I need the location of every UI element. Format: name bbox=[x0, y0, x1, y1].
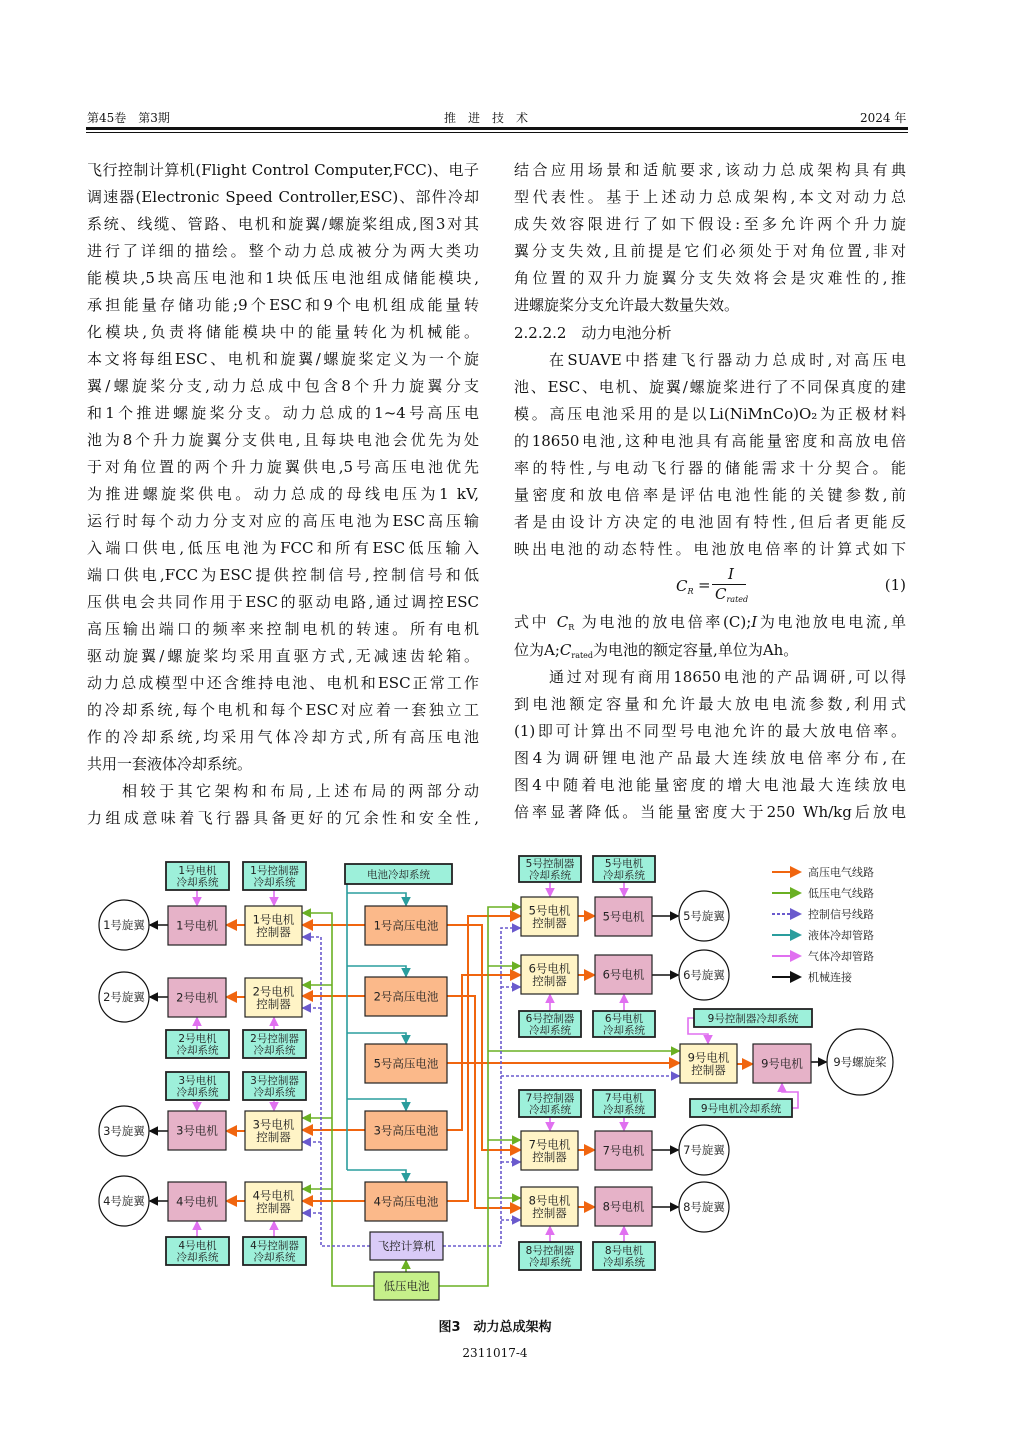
node-label: 1号电机 bbox=[252, 912, 295, 927]
node-label: 冷却系统 bbox=[176, 876, 219, 889]
node-label: 电池冷却系统 bbox=[367, 868, 430, 881]
hv-connection bbox=[447, 916, 520, 1201]
node-motor6 bbox=[595, 955, 652, 994]
node-rotor6 bbox=[679, 950, 729, 1000]
node-label: 控制器 bbox=[256, 1200, 291, 1215]
node-label: 4号电机 bbox=[176, 1194, 218, 1209]
node-label: 4号电机 bbox=[252, 1188, 295, 1203]
text-line: 倍率显著降低。当能量密度大于250 Wh/kg后放电 bbox=[514, 803, 906, 822]
right-column bbox=[514, 157, 906, 826]
text-line: 承担能量存储功能;9个ESC和9个电机组成能量转 bbox=[87, 296, 479, 314]
text-line: 量密度和放电倍率是评估电池性能的关键参数,前 bbox=[514, 486, 906, 505]
left-column bbox=[87, 157, 479, 832]
node-c6cool bbox=[519, 1011, 581, 1037]
text-line: 池、ESC、电机、旋翼/螺旋桨进行了不同保真度的建 bbox=[514, 377, 906, 396]
node-c8cool bbox=[519, 1242, 581, 1270]
legend-item-hv bbox=[772, 865, 874, 879]
node-label: 5号旋翼 bbox=[683, 909, 725, 924]
lv-connection bbox=[439, 907, 520, 1286]
header-volume-issue: 第45卷 第3期 bbox=[87, 111, 170, 125]
node-bat4 bbox=[365, 1182, 447, 1221]
text-line: 在SUAVE中搭建飞行器动力总成时,对高压电 bbox=[549, 350, 906, 369]
node-label: 9号电机 bbox=[761, 1056, 803, 1071]
eq-numerator: I bbox=[728, 565, 734, 584]
node-label: 冷却系统 bbox=[176, 1086, 219, 1099]
node-label: 冷却系统 bbox=[529, 1256, 571, 1269]
node-label: 冷却系统 bbox=[253, 1251, 296, 1264]
liq-connection bbox=[347, 1033, 406, 1043]
legend-item-sig bbox=[772, 907, 874, 921]
liq-connection bbox=[347, 893, 406, 905]
node-motor2 bbox=[168, 978, 226, 1017]
node-label: 8号电机 bbox=[528, 1193, 571, 1208]
node-ctrl5 bbox=[521, 897, 578, 936]
node-label: 5号电机 bbox=[604, 858, 644, 871]
section-heading: 2.2.2.2 动力电池分析 bbox=[514, 323, 672, 342]
node-label: 冷却系统 bbox=[603, 1104, 645, 1117]
node-motor9 bbox=[753, 1044, 811, 1083]
node-label: 1号电机 bbox=[176, 918, 218, 933]
node-label: 9号电机 bbox=[687, 1050, 730, 1065]
text-line: 和1个推进螺旋桨分支。动力总成的1~4号高压电 bbox=[87, 404, 479, 422]
node-m4cool bbox=[166, 1237, 229, 1265]
node-label: 低压电池 bbox=[383, 1279, 430, 1294]
figure-caption: 图3 动力总成架构 bbox=[438, 1320, 552, 1335]
node-label: 冷却系统 bbox=[529, 1024, 571, 1037]
legend-label: 气体冷却管路 bbox=[808, 950, 874, 963]
node-m6cool bbox=[593, 1011, 655, 1037]
node-rotor2 bbox=[99, 972, 149, 1022]
node-motor1 bbox=[168, 906, 226, 945]
node-label: 控制器 bbox=[532, 1149, 567, 1164]
node-label: 冷却系统 bbox=[176, 1044, 219, 1057]
header-rule-thick bbox=[86, 127, 908, 130]
equation-1 bbox=[514, 563, 906, 609]
node-rotor1 bbox=[99, 900, 149, 950]
text-line: 到电池额定容量和允许最大放电电流参数,利用式 bbox=[514, 694, 906, 713]
text-line: 运行时每个动力分支对应的高压电池为ESC高压输 bbox=[87, 512, 479, 530]
node-m9cool bbox=[690, 1099, 792, 1117]
node-label: 7号旋翼 bbox=[683, 1143, 725, 1158]
node-label: 冷却系统 bbox=[603, 1024, 645, 1037]
eq-number: (1) bbox=[884, 576, 906, 595]
node-label: 3号高压电池 bbox=[373, 1123, 439, 1138]
node-label: 4号高压电池 bbox=[373, 1194, 439, 1209]
text-line: (1)即可计算出不同型号电池允许的最大放电倍率。 bbox=[514, 721, 906, 740]
node-label: 4号控制器 bbox=[250, 1240, 299, 1253]
node-motor3 bbox=[168, 1111, 226, 1150]
eq-lhs: $C_R$ bbox=[676, 577, 694, 597]
powertrain-architecture-diagram bbox=[0, 845, 1020, 1315]
text-line: 化模块,负责将储能模块中的能量转化为机械能。 bbox=[87, 323, 479, 341]
node-label: 6号电机 bbox=[604, 1013, 644, 1026]
node-label: 2号电机 bbox=[178, 1033, 217, 1046]
node-label: 8号控制器 bbox=[525, 1245, 575, 1258]
header-rule-thin bbox=[86, 132, 908, 133]
text-line: 系统、线缆、管路、电机和旋翼/螺旋桨组成,图3对其 bbox=[87, 215, 479, 233]
text-line: 的18650电池,这种电池具有高能量密度和高放电倍 bbox=[514, 431, 906, 450]
node-label: 5号控制器 bbox=[525, 858, 575, 871]
node-label: 控制器 bbox=[532, 915, 567, 930]
text-line: 端口供电,FCC为ESC提供控制信号,控制信号和低 bbox=[87, 566, 479, 584]
node-label: 3号电机 bbox=[178, 1075, 217, 1088]
node-label: 9号控制器冷却系统 bbox=[707, 1012, 799, 1025]
text-line: 的冷却系统,每个电机和每个ESC对应着一套独立工 bbox=[87, 701, 479, 719]
text-line: 力组成意味着飞行器具备更好的冗余性和安全性, bbox=[87, 809, 479, 827]
node-bat3 bbox=[365, 1111, 447, 1150]
legend-label: 低压电气线路 bbox=[808, 887, 874, 900]
node-fcc bbox=[370, 1232, 443, 1260]
text-line: 角位置的双升力旋翼分支失效将会是灾难性的,推 bbox=[514, 269, 906, 288]
node-label: 6号电机 bbox=[528, 961, 571, 976]
text-line: 入端口供电,低压电池为FCC和所有ESC低压输入 bbox=[87, 539, 479, 557]
node-label: 1号高压电池 bbox=[373, 918, 439, 933]
node-c2cool bbox=[243, 1030, 306, 1058]
node-label: 2号控制器 bbox=[250, 1033, 299, 1046]
node-ctrl8 bbox=[521, 1187, 578, 1226]
node-ctrl9 bbox=[680, 1044, 737, 1083]
node-label: 8号电机 bbox=[602, 1199, 645, 1214]
text-line: 成失效容限进行了如下假设:至多允许两个升力旋 bbox=[514, 215, 906, 234]
node-label: 6号旋翼 bbox=[683, 968, 725, 983]
node-label: 4号旋翼 bbox=[103, 1194, 145, 1209]
node-ctrl2 bbox=[245, 978, 302, 1017]
node-label: 5号电机 bbox=[602, 909, 645, 924]
node-label: 控制器 bbox=[532, 1205, 567, 1220]
node-m5cool bbox=[593, 856, 655, 882]
node-label: 控制器 bbox=[256, 924, 291, 939]
text-line: 本文将每组ESC、电机和旋翼/螺旋桨定义为一个旋 bbox=[87, 350, 479, 368]
legend-label: 机械连接 bbox=[808, 971, 852, 984]
node-label: 8号电机 bbox=[604, 1245, 644, 1258]
node-label: 控制器 bbox=[256, 996, 291, 1011]
node-ctrl6 bbox=[521, 955, 578, 994]
text-line: 位为$A;C_{rated}$为电池的额定容量,单位为Ah。 bbox=[514, 640, 799, 660]
text-line: 式中 $C_R$ 为电池的放电倍率(C);I为电池放电电流,单 bbox=[514, 613, 906, 633]
text-line: 调速器(Electronic Speed Controller,ESC)、部件冷却 bbox=[87, 188, 479, 206]
page-number: 2311017-4 bbox=[462, 1346, 528, 1360]
text-line: 者是由设计方决定的电池固有特性,但后者更能反 bbox=[514, 513, 906, 532]
node-label: 2号电机 bbox=[252, 984, 295, 999]
node-label: 3号电机 bbox=[176, 1123, 218, 1138]
eq-denominator: $C_{rated}$ bbox=[715, 585, 749, 605]
liq-connection bbox=[347, 1170, 406, 1181]
node-bat2 bbox=[365, 977, 447, 1016]
text-line: 驱动旋翼/螺旋桨均采用直驱方式,无减速齿轮箱。 bbox=[87, 647, 479, 665]
node-bcool bbox=[345, 864, 452, 884]
legend-item-liq bbox=[772, 928, 874, 942]
node-m1cool bbox=[166, 862, 229, 890]
text-line: 飞行控制计算机(Flight Control Computer,FCC)、电子 bbox=[87, 161, 479, 179]
liq-connection bbox=[347, 966, 406, 976]
node-label: 控制器 bbox=[691, 1062, 726, 1077]
header-year: 2024 年 bbox=[860, 111, 907, 125]
node-label: 2号高压电池 bbox=[373, 989, 439, 1004]
node-label: 7号控制器 bbox=[525, 1092, 575, 1105]
text-line: 通过对现有商用18650电池的产品调研,可以得 bbox=[549, 667, 906, 686]
node-c4cool bbox=[243, 1237, 306, 1265]
node-label: 7号电机 bbox=[528, 1137, 571, 1152]
node-c3cool bbox=[243, 1072, 306, 1100]
text-line: 高压输出端口的频率来控制电机的转速。所有电机 bbox=[87, 620, 479, 638]
liq-connection bbox=[347, 1099, 406, 1110]
text-line: 作的冷却系统,均采用气体冷却方式,所有高压电池 bbox=[87, 728, 479, 746]
text-line: 相较于其它架构和布局,上述布局的两部分动 bbox=[122, 782, 479, 800]
header-journal: 推 进 技 术 bbox=[444, 111, 529, 125]
node-label: 控制器 bbox=[256, 1129, 291, 1144]
node-c9cool bbox=[694, 1009, 812, 1027]
node-label: 2号电机 bbox=[176, 990, 218, 1005]
node-rotor4 bbox=[99, 1176, 149, 1226]
node-label: 1号控制器 bbox=[250, 865, 299, 878]
text-line: 模。高压电池采用的是以Li(NiMnCo)O₂为正极材料 bbox=[514, 404, 906, 423]
text-line: 进螺旋桨分支允许最大数量失效。 bbox=[514, 296, 740, 315]
node-lv bbox=[374, 1272, 439, 1300]
node-rotor8 bbox=[679, 1182, 729, 1232]
hv-connection bbox=[447, 996, 520, 1208]
node-label: 冷却系统 bbox=[603, 869, 645, 882]
node-c7cool bbox=[519, 1090, 581, 1117]
text-line: 率的特性,与电动飞行器的储能需求十分契合。能 bbox=[514, 459, 906, 478]
node-motor7 bbox=[595, 1131, 652, 1170]
node-ctrl7 bbox=[521, 1131, 578, 1170]
node-rotor5 bbox=[679, 891, 729, 941]
text-line: 图4中随着电池能量密度的增大电池最大连续放电 bbox=[514, 775, 906, 794]
node-ctrl4 bbox=[245, 1182, 302, 1221]
node-label: 冷却系统 bbox=[529, 1104, 571, 1117]
node-c1cool bbox=[243, 862, 306, 890]
text-line: 于对角位置的两个升力旋翼供电,5号高压电池优先 bbox=[87, 458, 479, 476]
node-label: 3号电机 bbox=[252, 1117, 295, 1132]
node-label: 5号高压电池 bbox=[373, 1056, 439, 1071]
node-label: 7号电机 bbox=[604, 1092, 644, 1105]
node-c5cool bbox=[519, 856, 581, 882]
text-line: 压供电会共同作用于ESC的驱动电路,通过调控ESC bbox=[87, 593, 479, 611]
node-label: 6号电机 bbox=[602, 967, 645, 982]
node-bat5 bbox=[365, 1044, 447, 1083]
eq-equals: = bbox=[698, 576, 711, 595]
node-motor4 bbox=[168, 1182, 226, 1221]
text-line: 型代表性。基于上述动力总成架构,本文对动力总 bbox=[514, 188, 906, 207]
node-label: 冷却系统 bbox=[253, 876, 296, 889]
node-label: 冷却系统 bbox=[603, 1256, 645, 1269]
node-m3cool bbox=[166, 1072, 229, 1100]
text-line: 翼/螺旋桨分支,动力总成中包含8个升力旋翼分支 bbox=[87, 377, 479, 395]
node-ctrl3 bbox=[245, 1111, 302, 1150]
node-label: 7号电机 bbox=[602, 1143, 645, 1158]
node-label: 控制器 bbox=[532, 973, 567, 988]
node-motor8 bbox=[595, 1187, 652, 1226]
node-rotor3 bbox=[99, 1106, 149, 1156]
node-ctrl1 bbox=[245, 906, 302, 945]
node-rotor7 bbox=[679, 1125, 729, 1175]
legend-item-gas bbox=[772, 949, 874, 963]
text-line: 能模块,5块高压电池和1块低压电池组成储能模块, bbox=[87, 269, 479, 287]
node-label: 1号电机 bbox=[178, 865, 217, 878]
node-m7cool bbox=[593, 1090, 655, 1117]
liq-connection bbox=[345, 874, 347, 1170]
node-label: 飞控计算机 bbox=[377, 1239, 436, 1254]
node-label: 冷却系统 bbox=[253, 1044, 296, 1057]
text-line: 为推进螺旋桨供电。动力总成的母线电压为1 kV, bbox=[87, 485, 479, 503]
node-label: 9号电机冷却系统 bbox=[700, 1102, 782, 1115]
hv-connection bbox=[447, 975, 520, 1130]
node-label: 2号旋翼 bbox=[103, 990, 145, 1005]
node-label: 6号控制器 bbox=[525, 1013, 575, 1026]
legend-item-mech bbox=[772, 970, 852, 984]
node-label: 8号旋翼 bbox=[683, 1200, 725, 1215]
sig-connection bbox=[303, 937, 370, 1246]
node-rotor9 bbox=[827, 1029, 893, 1095]
node-label: 冷却系统 bbox=[253, 1086, 296, 1099]
node-label: 4号电机 bbox=[178, 1240, 217, 1253]
text-line: 结合应用场景和适航要求,该动力总成架构具有典 bbox=[514, 161, 906, 179]
text-line: 动力总成模型中还含维持电池、电机和ESC正常工作 bbox=[87, 674, 479, 692]
legend-item-lv bbox=[772, 886, 874, 900]
node-m2cool bbox=[166, 1030, 229, 1058]
node-motor5 bbox=[595, 897, 652, 936]
legend-label: 高压电气线路 bbox=[808, 866, 874, 879]
node-label: 3号控制器 bbox=[250, 1075, 299, 1088]
text-line: 图4为调研锂电池产品最大连续放电倍率分布,在 bbox=[514, 748, 906, 767]
node-label: 5号电机 bbox=[528, 903, 571, 918]
legend-label: 液体冷却管路 bbox=[808, 929, 874, 942]
node-label: 3号旋翼 bbox=[103, 1124, 145, 1139]
text-line: 共用一套液体冷却系统。 bbox=[87, 755, 253, 773]
legend-label: 控制信号线路 bbox=[808, 908, 874, 921]
text-line: 翼分支失效,且前提是它们必须处于对角位置,非对 bbox=[514, 242, 906, 261]
text-line: 映出电池的动态特性。电池放电倍率的计算式如下 bbox=[514, 540, 906, 559]
text-line: 池为8个升力旋翼分支供电,且每块电池会优先为处 bbox=[87, 431, 479, 449]
node-label: 冷却系统 bbox=[529, 869, 571, 882]
node-m8cool bbox=[593, 1242, 655, 1270]
hv-connection bbox=[447, 925, 520, 1150]
node-label: 9号螺旋桨 bbox=[833, 1055, 887, 1070]
node-label: 1号旋翼 bbox=[103, 918, 145, 933]
text-line: 进行了详细的描绘。整个动力总成被分为两大类功 bbox=[87, 242, 479, 260]
node-bat1 bbox=[365, 906, 447, 945]
node-label: 冷却系统 bbox=[176, 1251, 219, 1264]
